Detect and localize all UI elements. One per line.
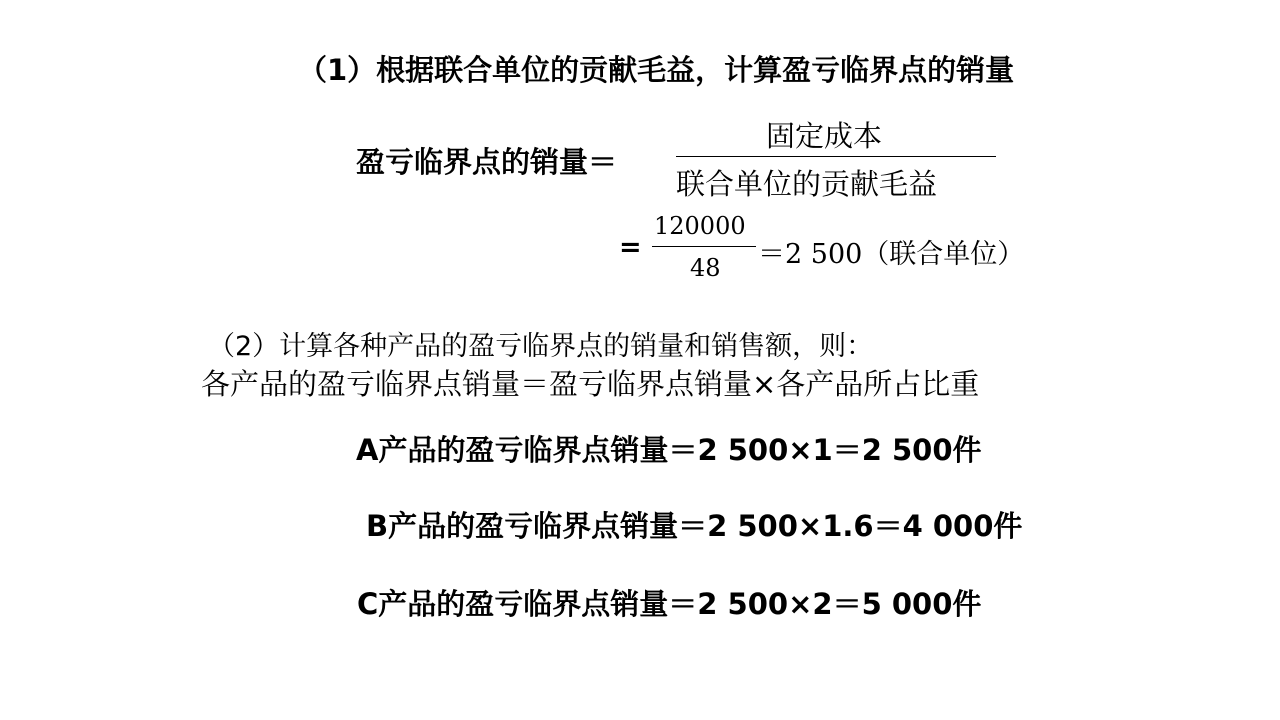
denominator-value: 48 <box>690 254 721 282</box>
fraction-line <box>676 156 996 157</box>
formula-label: 盈亏临界点的销量＝ <box>356 145 618 179</box>
product-b-line: B产品的盈亏临界点销量＝2 500×1.6＝4 000件 <box>366 509 1023 543</box>
numerator-value: 120000 <box>654 212 746 240</box>
section2-heading: （2）计算各种产品的盈亏临界点的销量和销售额，则： <box>208 331 874 362</box>
formula-denominator: 联合单位的贡献毛益 <box>676 167 938 201</box>
product-c-line: C产品的盈亏临界点销量＝2 500×2＝5 000件 <box>357 587 982 621</box>
section1-heading: （1）根据联合单位的贡献毛益，计算盈亏临界点的销量 <box>298 53 1015 87</box>
product-a-line: A产品的盈亏临界点销量＝2 500×1＝2 500件 <box>356 433 982 467</box>
breakeven-result: ＝2 500（联合单位） <box>758 239 1025 270</box>
formula-numerator: 固定成本 <box>766 119 883 153</box>
fraction-line-values <box>652 246 756 247</box>
equals-sign: = <box>619 232 642 263</box>
general-formula: 各产品的盈亏临界点销量＝盈亏临界点销量×各产品所占比重 <box>201 367 980 401</box>
